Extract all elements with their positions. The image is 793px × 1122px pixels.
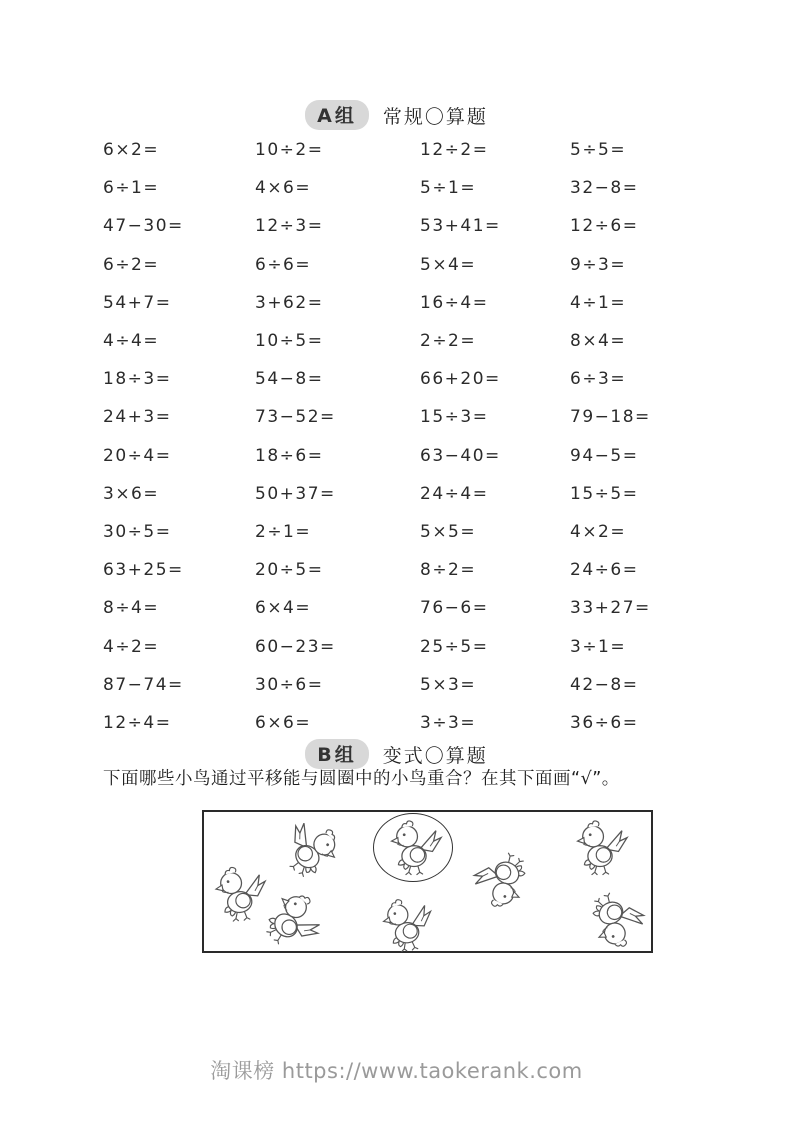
math-problem: 47−30= bbox=[103, 216, 184, 237]
math-problem: 12÷6= bbox=[570, 216, 639, 237]
math-problem: 4÷4= bbox=[103, 331, 160, 352]
math-problem: 10÷2= bbox=[255, 140, 324, 161]
math-problem: 54+7= bbox=[103, 292, 172, 313]
math-problem: 2÷2= bbox=[420, 331, 477, 352]
section-a-title-text: 常规〇算题 bbox=[382, 105, 488, 128]
math-problem: 6÷6= bbox=[255, 254, 312, 275]
math-problem: 66+20= bbox=[420, 369, 501, 390]
math-problem: 6×2= bbox=[103, 140, 160, 161]
section-a-badge: A组 bbox=[305, 100, 369, 130]
bird-icon bbox=[463, 840, 543, 921]
math-problem: 18÷3= bbox=[103, 369, 172, 390]
math-problem: 6×4= bbox=[255, 598, 312, 619]
math-problem: 3+62= bbox=[255, 292, 324, 313]
math-problem: 54−8= bbox=[255, 369, 324, 390]
math-problem: 16÷4= bbox=[420, 292, 489, 313]
math-problem: 24+3= bbox=[103, 407, 172, 428]
math-problem: 6×6= bbox=[255, 712, 312, 733]
math-problem: 15÷5= bbox=[570, 483, 639, 504]
math-problem: 20÷4= bbox=[103, 445, 172, 466]
math-problem: 5×5= bbox=[420, 521, 477, 542]
section-b-badge: B组 bbox=[305, 739, 368, 769]
math-problem: 30÷6= bbox=[255, 674, 324, 695]
math-problem: 3÷3= bbox=[420, 712, 477, 733]
problems-grid bbox=[103, 131, 700, 742]
birds-box bbox=[202, 810, 653, 953]
math-problem: 18÷6= bbox=[255, 445, 324, 466]
math-problem: 25÷5= bbox=[420, 636, 489, 657]
math-problem: 79−18= bbox=[570, 407, 651, 428]
math-problem: 5÷5= bbox=[570, 140, 627, 161]
math-problem: 94−5= bbox=[570, 445, 639, 466]
math-problem: 5×3= bbox=[420, 674, 477, 695]
math-problem: 8÷2= bbox=[420, 560, 477, 581]
section-a-title bbox=[0, 100, 793, 130]
math-problem: 30÷5= bbox=[103, 521, 172, 542]
math-problem: 63−40= bbox=[420, 445, 501, 466]
math-problem: 6÷2= bbox=[103, 254, 160, 275]
math-problem: 5×4= bbox=[420, 254, 477, 275]
math-problem: 4×2= bbox=[570, 521, 627, 542]
math-problem: 20÷5= bbox=[255, 560, 324, 581]
math-problem: 6÷3= bbox=[570, 369, 627, 390]
math-problem: 8÷4= bbox=[103, 598, 160, 619]
math-problem: 9÷3= bbox=[570, 254, 627, 275]
math-problem: 12÷2= bbox=[420, 140, 489, 161]
watermark-text: 淘课榜 https://www.taokerank.com bbox=[210, 1059, 583, 1083]
math-problem: 4÷1= bbox=[570, 292, 627, 313]
bird-icon bbox=[374, 892, 438, 957]
math-problem: 33+27= bbox=[570, 598, 651, 619]
section-b-title-text: 变式〇算题 bbox=[382, 744, 488, 767]
bird-icon bbox=[385, 818, 443, 878]
math-problem: 24÷6= bbox=[570, 560, 639, 581]
math-problem: 76−6= bbox=[420, 598, 489, 619]
math-problem: 4×6= bbox=[255, 178, 312, 199]
math-problem: 32−8= bbox=[570, 178, 639, 199]
instruction-text: 下面哪些小鸟通过平移能与圆圈中的小鸟重合？在其下面画“√”。 bbox=[103, 769, 620, 789]
math-problem: 4÷2= bbox=[103, 636, 160, 657]
math-problem: 36÷6= bbox=[570, 712, 639, 733]
bird-icon bbox=[571, 818, 629, 878]
math-problem: 3÷1= bbox=[570, 636, 627, 657]
math-problem: 12÷4= bbox=[103, 712, 172, 733]
math-problem: 73−52= bbox=[255, 407, 336, 428]
math-problem: 2÷1= bbox=[255, 521, 312, 542]
math-problem: 60−23= bbox=[255, 636, 336, 657]
math-problem: 3×6= bbox=[103, 483, 160, 504]
math-problem: 63+25= bbox=[103, 560, 184, 581]
math-problem: 6÷1= bbox=[103, 178, 160, 199]
math-problem: 15÷3= bbox=[420, 407, 489, 428]
math-problem: 8×4= bbox=[570, 331, 627, 352]
math-problem: 12÷3= bbox=[255, 216, 324, 237]
bird-icon bbox=[575, 880, 655, 961]
math-problem: 87−74= bbox=[103, 674, 184, 695]
math-problem: 10÷5= bbox=[255, 331, 324, 352]
math-problem: 24÷4= bbox=[420, 483, 489, 504]
math-problem: 5÷1= bbox=[420, 178, 477, 199]
math-problem: 42−8= bbox=[570, 674, 639, 695]
math-problem: 50+37= bbox=[255, 483, 336, 504]
bird-icon bbox=[271, 809, 353, 891]
math-problem: 53+41= bbox=[420, 216, 501, 237]
